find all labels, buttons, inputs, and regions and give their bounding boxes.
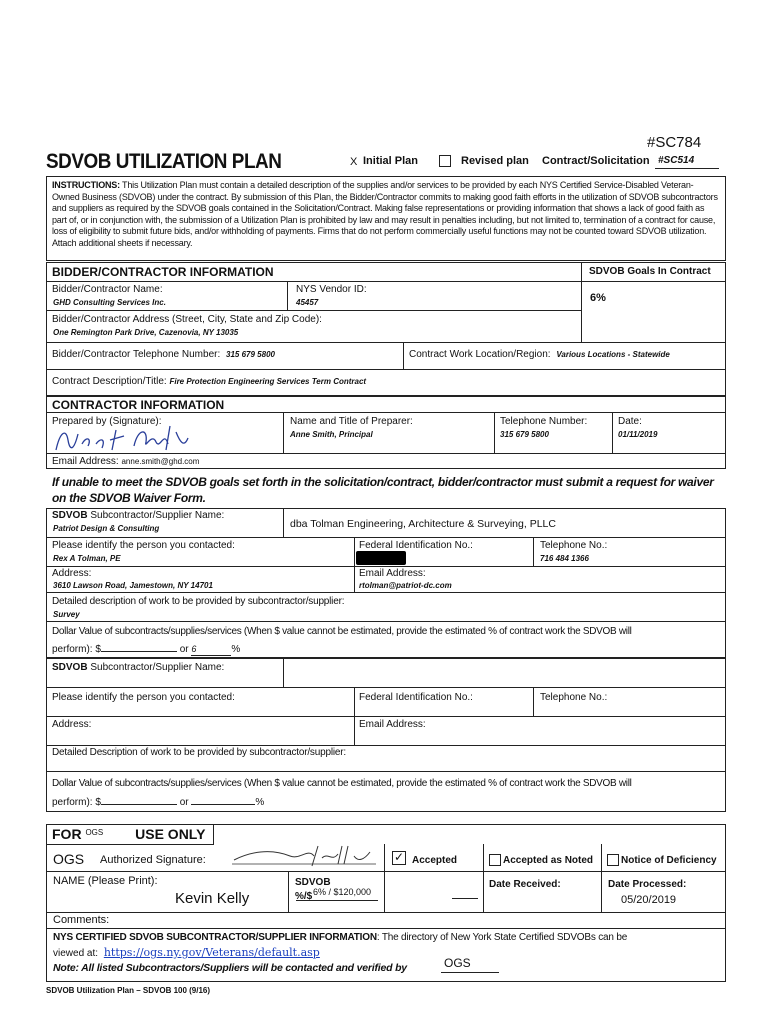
accepted-as-noted-checkbox[interactable]	[489, 854, 501, 866]
vendor-id-label: NYS Vendor ID:	[296, 284, 367, 295]
contract-description-value: Fire Protection Engineering Services Term Contract	[169, 377, 367, 386]
notice-deficiency-label: Notice of Deficiency	[621, 855, 717, 866]
sub2-dollar-field[interactable]	[101, 793, 177, 805]
work-location-value: Various Locations - Statewide	[556, 350, 670, 359]
sub2-perform-line	[52, 793, 264, 808]
accepted-as-noted-label: Accepted as Noted	[503, 855, 594, 866]
contractor-phone-value: 315 679 5800	[500, 430, 549, 439]
work-location	[409, 349, 670, 360]
sub1-dollar-label: Dollar Value of subcontracts/supplies/services (When $ value cannot be estimated, provide the estimated % of contract work the SDVOB will	[52, 626, 632, 637]
waiver-notice: If unable to meet the SDVOB goals set forth in the solicitation/contract, bidder/contractor must submit a request for waiver on the SDVOB Waiver Form.	[52, 475, 714, 505]
preparer-name-value: Anne Smith, Principal	[290, 430, 373, 439]
certified-link-line	[53, 946, 320, 959]
sub2-name-label-bold: SDVOB	[52, 662, 88, 673]
sub1-name-label-bold: SDVOB	[52, 510, 88, 521]
contractor-email-value: anne.smith@ghd.com	[121, 457, 200, 466]
date-value: 01/11/2019	[618, 430, 658, 439]
sub1-name-label	[52, 510, 224, 521]
goals-value: 6%	[590, 292, 606, 304]
sub2-fed-id-label: Federal Identification No.:	[359, 692, 473, 703]
form-code: #SC784	[647, 134, 702, 151]
date-label: Date:	[618, 416, 642, 427]
sub2-pct-field[interactable]	[191, 793, 255, 805]
comments-label: Comments:	[53, 914, 110, 926]
form-footer: SDVOB Utilization Plan – SDVOB 100 (9/16)	[46, 986, 211, 995]
sub1-address-label: Address:	[52, 568, 92, 579]
contractor-phone-label: Telephone Number:	[500, 416, 588, 427]
sub1-perform-line	[52, 640, 240, 656]
contractor-section-title: CONTRACTOR INFORMATION	[52, 398, 225, 412]
ogs-small-label: OGS	[85, 828, 104, 837]
contract-label: Contract/Solicitation	[542, 155, 650, 167]
sub1-contact-value: Rex A Tolman, PE	[53, 554, 121, 563]
vendor-id-value: 45457	[296, 298, 319, 307]
authorized-signature-label: Authorized Signature:	[100, 854, 206, 866]
pct-dollar-label: %/$	[295, 891, 313, 902]
bidder-name-label: Bidder/Contractor Name:	[52, 284, 163, 295]
viewed-at-label: viewed at:	[53, 948, 99, 959]
date-processed-label: Date Processed:	[608, 879, 687, 890]
accepted-checkbox[interactable]: ✓	[393, 850, 405, 864]
contract-value: #SC514	[658, 155, 695, 166]
sub2-contact-label: Please identify the person you contacted:	[52, 692, 235, 703]
bidder-name-value: GHD Consulting Services Inc.	[53, 298, 166, 307]
sub1-pct-sign: %	[231, 644, 241, 655]
name-print-value: Kevin Kelly	[175, 890, 250, 907]
sub2-name-label-rest: Subcontractor/Supplier Name:	[90, 662, 225, 673]
certified-info-text: : The directory of New York State Certified SDVOBs can be	[376, 932, 628, 943]
sub2-dollar-label: Dollar Value of subcontracts/supplies/services (When $ value cannot be estimated, provide the estimated % of contract work the SDVOB will	[52, 778, 632, 789]
sub1-address-value: 3610 Lawson Road, Jamestown, NY 14701	[53, 581, 213, 590]
bidder-phone-label: Bidder/Contractor Telephone Number:	[52, 349, 221, 360]
accepted-label: Accepted	[412, 855, 458, 866]
pct-dollar-value: 6% / $120,000	[313, 887, 372, 897]
sub1-fed-id-label: Federal Identification No.:	[359, 540, 473, 551]
sub1-work-label: Detailed description of work to be provided by subcontractor/supplier:	[52, 596, 345, 607]
sub1-phone-value: 716 484 1366	[540, 554, 589, 563]
sub1-name-label-rest: Subcontractor/Supplier Name:	[90, 510, 225, 521]
certified-info	[53, 932, 723, 943]
sub2-perform-label: perform): $	[52, 797, 101, 808]
sub2-phone-label: Telephone No.:	[540, 692, 608, 703]
sub1-contact-label: Please identify the person you contacted:	[52, 540, 235, 551]
sub1-fed-id-redacted	[356, 551, 406, 565]
sub1-pct-value: 6	[191, 644, 197, 654]
sub1-perform-label: perform): $	[52, 644, 101, 655]
ogs-use-heading	[52, 826, 205, 842]
sub1-dba-value: dba Tolman Engineering, Architecture & Surveying, PLLC	[290, 518, 556, 530]
notice-deficiency-checkbox[interactable]	[607, 854, 619, 866]
date-received-label: Date Received:	[489, 879, 561, 890]
preparer-signature	[52, 422, 192, 454]
verified-by-value: OGS	[444, 956, 471, 970]
sub1-phone-label: Telephone No.:	[540, 540, 608, 551]
sub1-dollar-field[interactable]	[101, 640, 177, 652]
sub2-work-label: Detailed Description of work to be provided by subcontractor/supplier:	[52, 747, 346, 758]
sub2-email-label: Email Address:	[359, 719, 426, 730]
goals-title: SDVOB Goals In Contract	[589, 266, 711, 277]
bidder-address-value: One Remington Park Drive, Cazenovia, NY 13035	[53, 328, 239, 337]
work-location-label: Contract Work Location/Region:	[409, 349, 551, 360]
contractor-email	[52, 456, 199, 467]
name-print-label: NAME (Please Print):	[53, 875, 158, 887]
for-label: FOR	[52, 826, 82, 842]
contract-description-label: Contract Description/Title:	[52, 376, 167, 387]
sub2-address-label: Address:	[52, 719, 92, 730]
sub1-email-label: Email Address:	[359, 568, 426, 579]
date-processed-value: 05/20/2019	[621, 894, 677, 906]
prepared-by-label: Prepared by (Signature):	[52, 416, 162, 427]
revised-plan-checkbox[interactable]	[439, 155, 451, 167]
sub1-pct-field[interactable]	[191, 644, 231, 656]
certified-info-title: NYS CERTIFIED SDVOB SUBCONTRACTOR/SUPPLIER INFORMATION	[53, 932, 377, 943]
ogs-label: OGS	[53, 851, 85, 867]
revised-plan-label: Revised plan	[461, 155, 529, 167]
contract-description	[52, 376, 366, 387]
sub1-work-value: Survey	[53, 610, 80, 619]
initial-plan-mark[interactable]: X	[350, 156, 358, 168]
bidder-phone-value: 315 679 5800	[226, 350, 275, 359]
bidder-address-label: Bidder/Contractor Address (Street, City, State and Zip Code):	[52, 314, 322, 325]
instructions-label: INSTRUCTIONS:	[52, 180, 120, 190]
contract-underline	[655, 168, 719, 169]
use-only-label: USE ONLY	[135, 826, 206, 842]
sub1-email-value: rtolman@patriot-dc.com	[359, 581, 452, 590]
sub1-name-value: Patriot Design & Consulting	[53, 524, 160, 533]
ogs-signature	[230, 842, 380, 868]
sub2-or-label: or	[179, 797, 189, 808]
instructions-text	[52, 180, 720, 249]
sdvob-label: SDVOB	[295, 877, 331, 888]
sub1-or-label: or	[179, 644, 189, 655]
verification-note: Note: All listed Subcontractors/Suppliers will be contacted and verified by	[53, 962, 407, 974]
preparer-name-label: Name and Title of Preparer:	[290, 416, 413, 427]
contractor-email-label: Email Address:	[52, 456, 119, 467]
sub2-pct-sign: %	[255, 797, 265, 808]
bidder-phone	[52, 349, 275, 360]
instructions-body: This Utilization Plan must contain a detailed description of the supplies and/or services to be provided by each NYS Certified Service-Disabled Veteran-Owned Business (SDVOB) under the contract. By submission of this Plan, the Bidder/Contractor commits to making good faith efforts in the utilization of SDVOB subcontractors and suppliers as required by the SDVOB goals contained in the Solicitation/Contract. Making false representations or providing information that shows a lack of good faith as part of, or in conjunction with, the submission of a Utilization Plan is prohibited by law and may result in penalties including, but not limited to, termination of a contract for cause, loss of eligibility to submit future bids, and/or withholding of payments. Firms that do not perform commercially useful functions may not be counted toward SDVOB utilization. Attach additional sheets if necessary.	[52, 180, 718, 248]
sdvob-directory-link[interactable]: https://ogs.ny.gov/Veterans/default.asp	[103, 946, 320, 959]
page-title: SDVOB UTILIZATION PLAN	[46, 150, 282, 173]
sub2-name-label	[52, 662, 224, 673]
initial-plan-label: Initial Plan	[363, 155, 419, 167]
bidder-section-title: BIDDER/CONTRACTOR INFORMATION	[52, 265, 274, 279]
